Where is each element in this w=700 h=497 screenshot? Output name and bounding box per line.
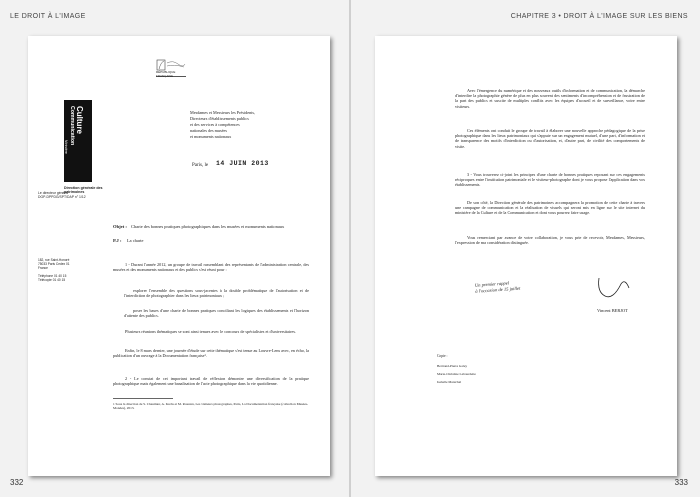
letter-sheet-left bbox=[28, 36, 330, 476]
pj-text: La charte bbox=[127, 238, 144, 243]
place-date-label: Paris, le bbox=[192, 163, 209, 168]
pj-label: P.J : bbox=[113, 238, 122, 243]
direction-name: Direction générale des patrimoines bbox=[64, 186, 103, 195]
signature-icon bbox=[595, 274, 635, 302]
copy-recipient: Isabelle Maréchal bbox=[437, 380, 462, 384]
copy-recipient: Bertrand-Pierre Galey bbox=[437, 364, 468, 368]
signatory-name: Vincent BERJOT bbox=[597, 308, 628, 313]
sender-reference: Le directeur général DGP-DPPDG/SPT/DAP n° 1/12 bbox=[38, 191, 86, 200]
objet-label: Objet : bbox=[113, 224, 127, 229]
letter-sheet-right bbox=[375, 36, 677, 476]
logo-word-culture: Culture bbox=[75, 106, 84, 134]
handwritten-note: Un premier rappel à l'occasion de 15 juillet bbox=[474, 280, 521, 294]
logo-word-ministere: Ministère bbox=[64, 140, 68, 154]
copy-recipient: Marie-Christine Labourdette bbox=[437, 372, 476, 376]
recipients-block: Mesdames et Messieurs les Présidents, Directeurs d'établissements publics et des services à compétences nationales des musées et monuments nationaux bbox=[190, 110, 256, 139]
footnote: 1 Sous la direction de S. Chaumier, A. Krebs et M. Roustan, Les visiteurs photographes, Paris, La Documentation française (collection Musées-Mondes), 2013. bbox=[113, 402, 309, 411]
left-page bbox=[0, 0, 349, 497]
emblem-caption: RÉPUBLIQUE FRANÇAISE bbox=[156, 70, 176, 78]
republic-emblem bbox=[156, 58, 186, 77]
paragraph-r3: 3 - Vous trouverez ci-joint les principes d'une charte de bonnes pratiques reposant sur ces engagements réciproques entre l'institution patrimoniale et le visiteur-photographe dont je vous propose l'application dans vos établissements. bbox=[455, 172, 645, 188]
objet-text: Charte des bonnes pratiques photographiques dans les musées et monuments nationaux bbox=[131, 224, 285, 229]
bullet-2: poser les bases d'une charte de bonnes pratiques conciliant les logiques des établissements et l'horizon d'attente des publics. bbox=[124, 308, 309, 319]
paragraph-r2: Ces éléments ont conduit le groupe de travail à élaborer une nouvelle approche pédagogique de la prise photographique dans les lieux patrimoniaux qui s'appuie sur un engagement mutuel, d'une part, d'information et de transparence des motifs d'interdiction ou d'autorisation, et, d'autre part, de civilité des comportements de visite. bbox=[455, 128, 645, 149]
paragraph-r4: De son côté, la Direction générale des patrimoines accompagnera la promotion de cette charte à travers une campagne de communication et la réalisation de visuels qui seront mis en ligne sur le site internet du ministère de la Culture et de la Communication et dont vous pourrez faire usage. bbox=[455, 200, 645, 216]
paragraph-4: 2 - Le constat de cet important travail de réflexion démontre une diversification de la pratique photographique mais également une banalisation de l'acte photographique dans la vie quotidienne. bbox=[113, 376, 309, 387]
right-page bbox=[351, 0, 700, 497]
paragraph-3: Enfin, le 8 mars dernier, une journée d'étude sur cette thématique s'est tenue au Louvre-Lens avec, en écho, la publication d'un ouvrage à la Documentation française¹. bbox=[113, 348, 309, 359]
running-head-left: LE DROIT À L'IMAGE bbox=[10, 13, 86, 20]
date-stamp: 14 JUIN 2013 bbox=[216, 160, 269, 167]
folio-left: 332 bbox=[10, 478, 24, 487]
address-block: 182, rue Saint-Honoré 75033 Paris Cedex 01 France Téléphone 01 40 15 Télécopie 01 40 15 bbox=[38, 258, 70, 282]
bullet-1: explorer l'ensemble des questions sous-jacentes à la double problématique de l'autorisation et de l'interdiction de photographier dans les lieux patrimoniaux ; bbox=[124, 288, 309, 299]
footnote-rule bbox=[113, 398, 173, 399]
running-head-right: CHAPITRE 3 • DROIT À L'IMAGE SUR LES BIENS bbox=[510, 13, 688, 20]
copies-label: Copie : bbox=[437, 354, 448, 358]
paragraph-1: 1 - Durant l'année 2012, un groupe de travail rassemblant des représentants de l'administration centrale, des musées et des monuments nationaux et des publics s'est réuni pour : bbox=[113, 262, 309, 273]
folio-right: 333 bbox=[674, 478, 688, 487]
paragraph-2: Plusieurs réunions thématiques se sont ainsi tenues avec le concours de spécialistes et d'universitaires. bbox=[125, 329, 297, 334]
paragraph-r1: Avec l'émergence du numérique et des nouveaux outils d'information et de communication, la démarche d'interdire la photographie génère de plus en plus souvent des sentiments d'incompréhension et de frustration de la part des publics et suscite de multiples conflits avec les équipes d'accueil et de surveillance, voire entre visiteurs. bbox=[455, 88, 645, 109]
paragraph-r5: Vous remerciant par avance de votre collaboration, je vous prie de recevoir, Mesdames, Messieurs, l'expression de ma considération distinguée. bbox=[455, 235, 645, 246]
logo-word-communication: Communication bbox=[69, 106, 75, 146]
ministry-logo bbox=[64, 100, 92, 182]
